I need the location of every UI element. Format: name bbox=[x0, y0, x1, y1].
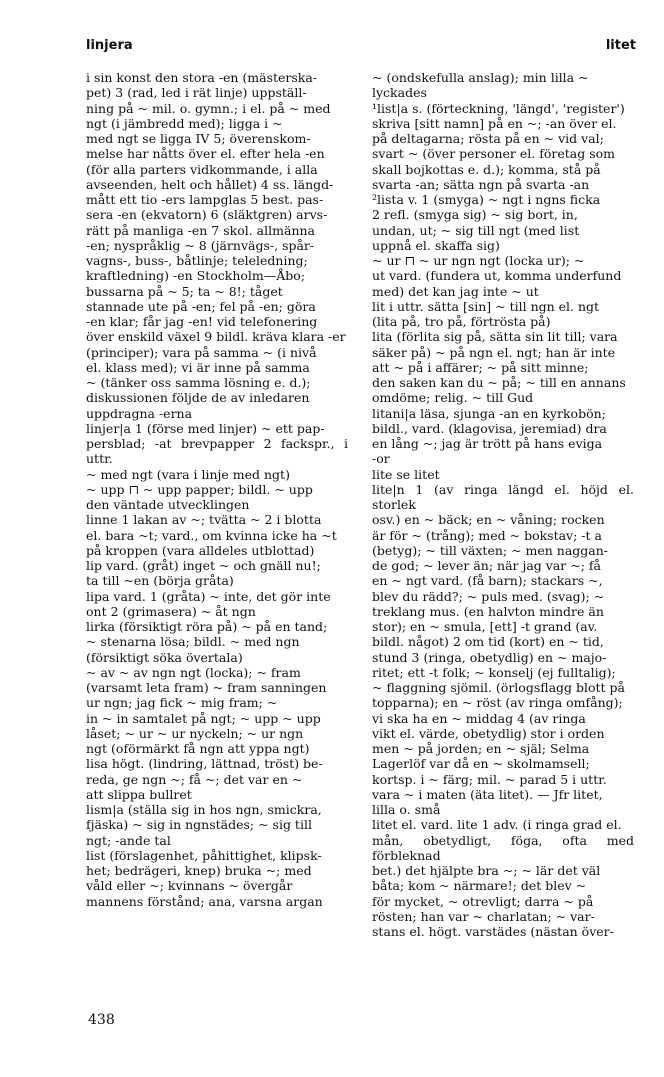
text-line: Lagerlöf var då en ~ skolmamsell; bbox=[372, 756, 590, 772]
text-line: på deltagarna; rösta på en ~ vid val; bbox=[372, 131, 604, 146]
text-line: ~ stenarna lösa; bildl. ~ med ngn bbox=[86, 634, 300, 650]
left-column bbox=[86, 70, 348, 909]
text-line: litet el. vard. lite 1 adv. (i ringa grad el. bbox=[372, 817, 622, 833]
text-line: men ~ på jorden; en ~ själ; Selma bbox=[372, 741, 590, 756]
text-line: en lång ~; jag är trött på hans eviga bbox=[372, 436, 603, 451]
text-line: omdöme; relig. ~ till Gud bbox=[372, 390, 534, 406]
text-line: ~ (tänker oss samma lösning e. d.); bbox=[86, 375, 311, 390]
text-line: litani|a läsa, sjunga -an en kyrkobön; bbox=[372, 405, 606, 421]
text-line: svarta -an; sätta ngn på svarta -an bbox=[372, 176, 590, 192]
text-line: ~ med ngt (vara i linje med ngt) bbox=[86, 466, 290, 482]
text-line: i sin konst den stora -en (mästerska- bbox=[86, 70, 318, 85]
text-line: lisa högt. (lindring, lättnad, tröst) be- bbox=[86, 756, 323, 772]
text-line: sera -en (ekvatorn) 6 (släktgren) arvs- bbox=[86, 207, 328, 223]
text-line: bussarna på ~ 5; ta ~ 8!; tåget bbox=[86, 283, 283, 299]
text-line: säker på) ~ på ngn el. ngt; han är inte bbox=[372, 344, 616, 360]
text-line: diskussionen följde de av inledaren bbox=[86, 390, 310, 406]
text-line: (varsamt leta fram) ~ fram sanningen bbox=[86, 680, 327, 695]
text-line: het; bedrägeri, knep) bruka ~; med bbox=[86, 863, 312, 878]
text-line: lip vard. (gråt) inget ~ och gnäll nu!; bbox=[86, 558, 321, 573]
text-line: ¹list|a s. (förteckning, 'längd', 'register') bbox=[372, 100, 625, 116]
text-line: ngt (i jämbredd med); ligga i ~ bbox=[86, 115, 283, 131]
running-head-left: linjera bbox=[86, 38, 133, 53]
text-line: ont 2 (grimasera) ~ åt ngn bbox=[86, 603, 256, 619]
text-line: linne 1 lakan av ~; tvätta ~ 2 i blotta bbox=[86, 512, 322, 528]
text-line: ~ ur ⊓ ~ ur ngn ngt (locka ur); ~ bbox=[372, 253, 585, 268]
text-line: lipa vard. 1 (gråta) ~ inte, det gör inte bbox=[86, 588, 331, 604]
text-line: reda, ge ngn ~; få ~; det var en ~ bbox=[86, 771, 303, 787]
text-line: stannade ute på -en; fel på -en; göra bbox=[86, 298, 316, 314]
page-number: 438 bbox=[88, 1012, 115, 1028]
text-line: (betyg); ~ till växten; ~ men naggan- bbox=[372, 542, 609, 558]
text-line: lism|a (ställa sig in hos ngn, smickra, bbox=[86, 802, 322, 817]
text-line: med ngt se ligga IV 5; överenskom- bbox=[86, 131, 311, 146]
text-line: persblad; -at brevpapper 2 fackspr., i uttr. bbox=[86, 436, 348, 467]
text-line: en ~ ngt vard. (få barn); stackars ~, bbox=[372, 573, 603, 589]
text-line: bildl. något) 2 om tid (kort) en ~ tid, bbox=[372, 634, 604, 650]
text-line: ~ upp ⊓ ~ upp papper; bildl. ~ upp bbox=[86, 481, 313, 497]
text-line: in ~ in samtalet på ngt; ~ upp ~ upp bbox=[86, 710, 321, 726]
text-line: mån, obetydligt, föga, ofta med förbleknad bbox=[372, 832, 634, 863]
text-line: bet.) det hjälpte bra ~; ~ lär det väl bbox=[372, 863, 601, 878]
text-line: uppnå el. skaffa sig) bbox=[372, 237, 500, 253]
text-line: fjäska) ~ sig in ngnstädes; ~ sig till bbox=[86, 817, 312, 833]
text-line: -en klar; får jag -en! vid telefonering bbox=[86, 314, 318, 329]
text-line: ur ngn; jag fick ~ mig fram; ~ bbox=[86, 695, 278, 711]
text-line: de god; ~ lever än; när jag var ~; få bbox=[372, 558, 601, 573]
text-line: pet) 3 (rad, led i rät linje) uppställ- bbox=[86, 85, 307, 101]
text-line: med) det kan jag inte ~ ut bbox=[372, 283, 539, 299]
text-line: vagns-, buss-, båtlinje; teleledning; bbox=[86, 253, 308, 268]
text-line: linjer|a 1 (förse med linjer) ~ ett pap- bbox=[86, 420, 325, 436]
text-line: avseenden, helt och hållet) 4 ss. längd- bbox=[86, 176, 334, 192]
text-line: topparna); en ~ röst (av ringa omfång); bbox=[372, 695, 623, 711]
text-line: uppdragna -erna bbox=[86, 405, 193, 421]
text-line: lite se litet bbox=[372, 466, 440, 482]
text-line: kortsp. i ~ färg; mil. ~ parad 5 i uttr. bbox=[372, 771, 607, 787]
text-line: (lita på, tro på, förtrösta på) bbox=[372, 314, 551, 329]
text-line: den väntade utvecklingen bbox=[86, 497, 250, 512]
text-line: blev du rädd?; ~ puls med. (svag); ~ bbox=[372, 588, 605, 604]
text-line: skriva [sitt namn] på en ~; -an över el. bbox=[372, 115, 617, 131]
text-line: -en; nyspråklig ~ 8 (järnvägs-, spår- bbox=[86, 237, 315, 253]
text-line: lit i uttr. sätta [sin] ~ till ngn el. ngt bbox=[372, 298, 600, 314]
text-line: -or bbox=[372, 451, 390, 467]
text-line: ~ (ondskefulla anslag); min lilla ~ bbox=[372, 70, 589, 85]
text-line: för mycket, ~ otrevligt; darra ~ på bbox=[372, 893, 594, 909]
text-line: vikt el. värde, obetydlig) stor i orden bbox=[372, 725, 605, 741]
text-line: 2 refl. (smyga sig) ~ sig bort, in, bbox=[372, 207, 578, 223]
text-line: ritet; ett -t folk; ~ konselj (ej fulltalig); bbox=[372, 664, 616, 680]
text-line: båta; kom ~ närmare!; det blev ~ bbox=[372, 878, 587, 894]
text-line: den saken kan du ~ på; ~ till en annans bbox=[372, 375, 626, 390]
text-line: list (förslagenhet, påhittighet, klipsk- bbox=[86, 847, 322, 863]
text-line: rätt på manliga -en 7 skol. allmänna bbox=[86, 222, 315, 238]
text-line: undan, ut; ~ sig till ngt (med list bbox=[372, 222, 580, 238]
text-line: ning på ~ mil. o. gymn.; i el. på ~ med bbox=[86, 100, 331, 116]
text-line: el. bara ~t; vard., om kvinna icke ha ~t bbox=[86, 527, 337, 543]
text-line: mått ett tio -ers lampglas 5 best. pas- bbox=[86, 192, 324, 207]
text-line: att slippa bullret bbox=[86, 786, 192, 802]
text-line: våld eller ~; kvinnans ~ övergår bbox=[86, 878, 293, 894]
text-line: bildl., vard. (klagovisa, jeremiad) dra bbox=[372, 420, 607, 436]
text-line: ~ flaggning sjömil. (örlogsflagg blott på bbox=[372, 680, 626, 695]
text-line: (för alla parters vidkommande, i alla bbox=[86, 161, 318, 177]
text-line: stund 3 (ringa, obetydlig) en ~ majo- bbox=[372, 649, 607, 665]
text-line: är för ~ (trång); med ~ bokstav; -t a bbox=[372, 527, 602, 543]
text-line: svart ~ (över personer el. företag som bbox=[372, 146, 615, 162]
right-column bbox=[372, 70, 634, 939]
text-line: (principer); vara på samma ~ (i nivå bbox=[86, 344, 317, 360]
text-line: (försiktigt söka övertala) bbox=[86, 649, 243, 665]
text-line: lyckades bbox=[372, 85, 427, 101]
text-line: vi ska ha en ~ middag 4 (av ringa bbox=[372, 710, 586, 726]
text-line: över enskild växel 9 bildl. kräva klara -er bbox=[86, 329, 346, 345]
text-line: ²lista v. 1 (smyga) ~ ngt i ngns ficka bbox=[372, 192, 601, 207]
text-line: lite|n 1 (av ringa längd el. höjd el. storlek bbox=[372, 481, 634, 512]
text-line: lilla o. små bbox=[372, 802, 441, 817]
text-line: rösten; han var ~ charlatan; ~ var- bbox=[372, 908, 595, 924]
text-line: kraftledning) -en Stockholm—Åbo; bbox=[86, 268, 306, 284]
text-line: melse har nåtts över el. efter hela -en bbox=[86, 146, 325, 162]
text-line: mannens förstånd; ana, varsna argan bbox=[86, 893, 323, 909]
text-line: treklang mus. (en halvton mindre än bbox=[372, 603, 604, 619]
text-line: ngt (oförmärkt få ngn att yppa ngt) bbox=[86, 741, 310, 756]
text-line: osv.) en ~ bäck; en ~ våning; rocken bbox=[372, 512, 605, 528]
text-line: stans el. högt. varstädes (nästan över- bbox=[372, 924, 614, 939]
text-line: att ~ på i affärer; ~ på sitt minne; bbox=[372, 359, 589, 375]
text-line: ~ av ~ av ngn ngt (locka); ~ fram bbox=[86, 664, 301, 680]
text-line: låset; ~ ur ~ ur nyckeln; ~ ur ngn bbox=[86, 725, 304, 741]
text-line: ta till ~en (börja gråta) bbox=[86, 573, 234, 589]
running-head-right: litet bbox=[605, 38, 636, 53]
text-line: ut vard. (fundera ut, komma underfund bbox=[372, 268, 622, 284]
text-line: stor); en ~ smula, [ett] -t grand (av. bbox=[372, 619, 598, 634]
text-line: lita (förlita sig på, sätta sin lit till; vara bbox=[372, 329, 618, 345]
text-line: vara ~ i maten (äta litet). — Jfr litet, bbox=[372, 786, 603, 802]
text-line: lirka (försiktigt röra på) ~ på en tand; bbox=[86, 619, 328, 634]
text-line: el. klass med); vi är inne på samma bbox=[86, 359, 310, 375]
text-line: ngt; -ande tal bbox=[86, 832, 171, 848]
text-line: skall bojkottas e. d.); komma, stå på bbox=[372, 161, 601, 177]
text-line: på kroppen (vara alldeles utblottad) bbox=[86, 542, 315, 558]
